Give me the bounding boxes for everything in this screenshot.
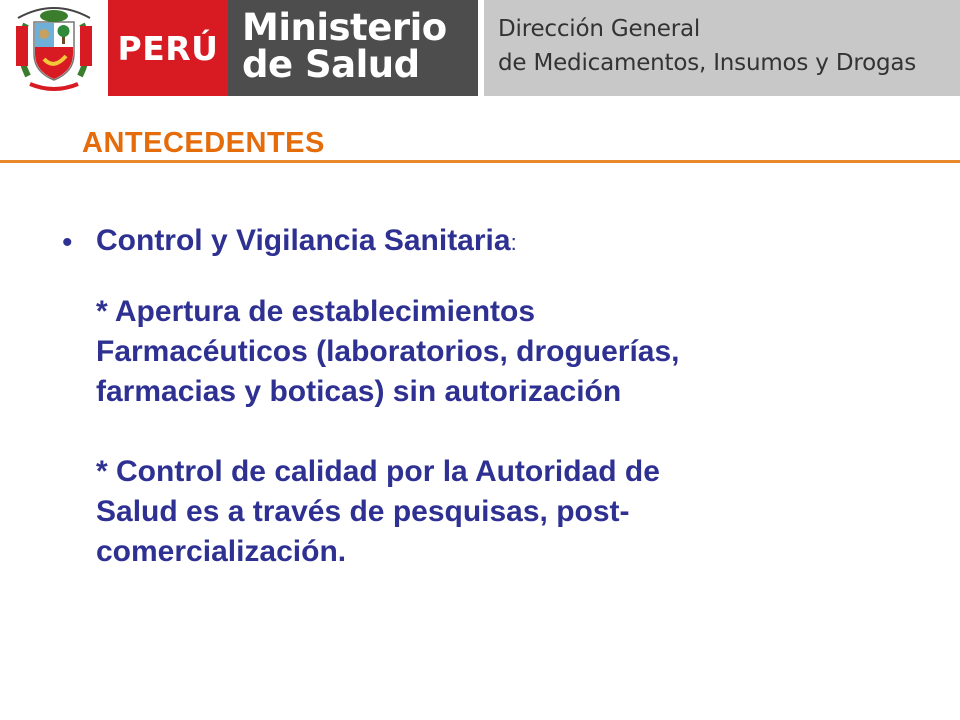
bullet-icon: • bbox=[62, 226, 73, 259]
ministerio-brand-block bbox=[228, 0, 478, 96]
header-banner bbox=[0, 0, 960, 96]
paragraph-line: * Apertura de establecimientos bbox=[96, 295, 536, 328]
paragraph-apertura bbox=[96, 292, 856, 412]
direccion-brand-block bbox=[484, 0, 960, 96]
title-underline bbox=[0, 160, 960, 163]
direccion-line-1: Dirección General bbox=[498, 16, 701, 42]
paragraph-control-calidad bbox=[96, 452, 856, 572]
paragraph-line: * Control de calidad por la Autoridad de bbox=[96, 455, 660, 488]
peru-brand-block bbox=[108, 0, 228, 96]
section-title: ANTECEDENTES bbox=[82, 127, 325, 159]
ministerio-line-1: Ministerio bbox=[242, 6, 447, 49]
crest-container bbox=[0, 0, 108, 96]
paragraph-line: comercialización. bbox=[96, 535, 347, 568]
bullet-heading bbox=[96, 224, 517, 258]
paragraph-line: Salud es a través de pesquisas, post- bbox=[96, 495, 630, 528]
direccion-line-2: de Medicamentos, Insumos y Drogas bbox=[498, 50, 917, 76]
bullet-heading-text: Control y Vigilancia Sanitaria bbox=[96, 224, 511, 257]
ministerio-line-2: de Salud bbox=[242, 43, 420, 86]
paragraph-line: farmacias y boticas) sin autorización bbox=[96, 375, 622, 408]
paragraph-line: Farmacéuticos (laboratorios, droguerías, bbox=[96, 335, 680, 368]
peru-label: PERÚ bbox=[117, 28, 219, 68]
peru-coat-of-arms-icon bbox=[8, 4, 100, 92]
bullet-heading-colon: : bbox=[510, 230, 517, 255]
